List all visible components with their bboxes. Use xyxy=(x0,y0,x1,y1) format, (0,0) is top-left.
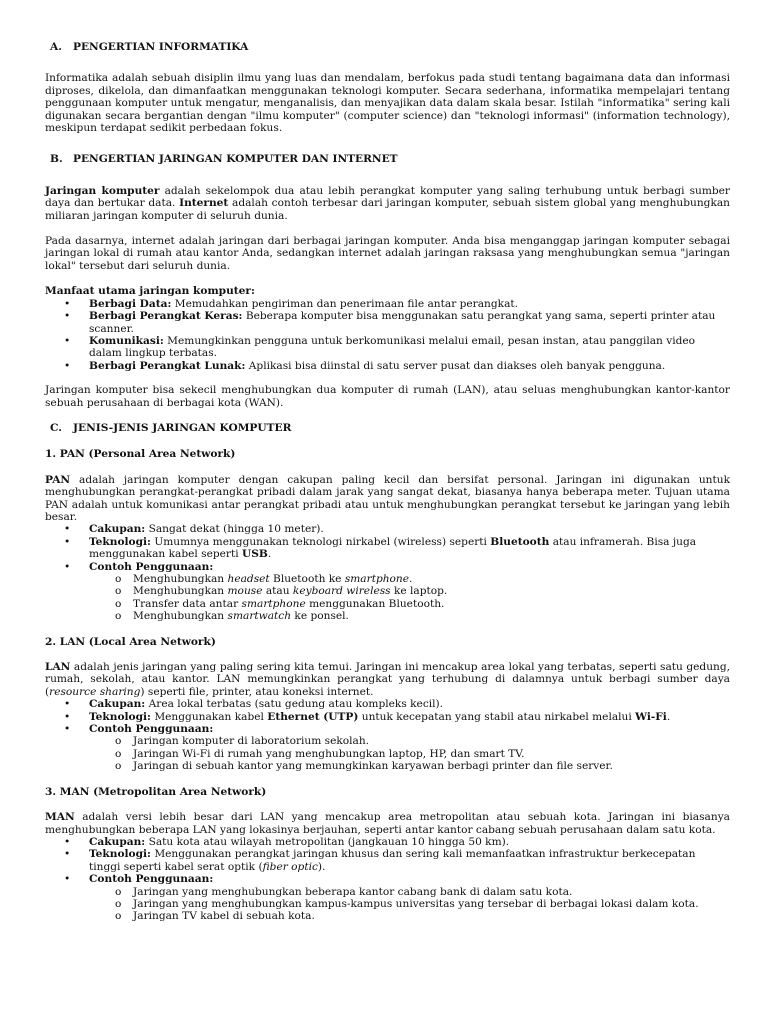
scope-label: Cakupan: xyxy=(89,698,146,711)
benefits-list xyxy=(45,298,730,372)
man-term: MAN xyxy=(45,811,75,824)
section-b-paragraph-2: Pada dasarnya, internet adalah jaringan dari berbagai jaringan komputer. Anda bisa menganggap jaringan komputer sebagai jaringan lokal di rumah atau kantor Anda, sedangkan internet adalah jaringan raksasa yang menghubungkan semua "jaringan lokal" tersebut dari seluruh dunia. xyxy=(45,235,730,272)
benefit-label: Komunikasi: xyxy=(89,334,164,347)
section-c-heading xyxy=(45,422,730,434)
lan-title: 2. LAN (Local Area Network) xyxy=(45,635,216,648)
pan-list xyxy=(45,523,730,622)
list-item: o Jaringan di sebuah kantor yang memungkinkan karyawan berbagi printer dan file server. xyxy=(89,760,730,772)
man-examples-list xyxy=(89,886,730,923)
list-item xyxy=(45,561,730,623)
p1-text-1: adalah sekelompok dua atau lebih perangkat komputer yang saling terhubung untuk berbagi sumber daya dan bertukar data. xyxy=(45,184,730,210)
list-item: o Jaringan komputer di laboratorium sekolah. xyxy=(89,735,730,747)
example-italic: headset xyxy=(227,573,270,585)
section-a-heading xyxy=(45,41,730,53)
section-b-closing: Jaringan komputer bisa sekecil menghubungkan dua komputer di rumah (LAN), atau seluas menghubungkan kantor-kantor sebuah perusahaan di berbagai kota (WAN). xyxy=(45,384,730,409)
list-item: o Jaringan Wi-Fi di rumah yang menghubungkan laptop, HP, dan smart TV. xyxy=(89,748,730,760)
list-item xyxy=(45,711,730,723)
scope-text: Satu kota atau wilayah metropolitan (jangkauan 10 hingga 50 km). xyxy=(145,835,510,848)
section-a-paragraph: Informatika adalah sebuah disiplin ilmu yang luas dan mendalam, berfokus pada studi tentang bagaimana data dan informasi diproses, dikelola, dan dimanfaatkan menggunakan teknologi komputer. Secara sederhana, informatika mempelajari tentang penggunaan komputer untuk mengatur, menganalisis, dan menyajikan data dalam skala besar. Istilah "informatika" sering kali digunakan secara bergantian dengan "ilmu komputer" (computer science) dan "teknologi informasi" (information technology), meskipun terdapat sedikit perbedaan fokus. xyxy=(45,72,730,135)
man-description xyxy=(45,811,730,836)
list-item xyxy=(89,585,730,597)
example-text: . xyxy=(409,573,413,585)
examples-label: Contoh Penggunaan: xyxy=(89,873,214,886)
example-text: Menghubungkan xyxy=(133,585,228,598)
example-text: menggunakan Bluetooth. xyxy=(305,597,445,610)
list-item xyxy=(89,610,730,622)
example-text: ke laptop. xyxy=(390,585,448,598)
tech-label: Teknologi: xyxy=(89,535,151,548)
tech-text: untuk kecepatan yang stabil atau nirkabel melalui xyxy=(358,710,636,723)
example-italic: mouse xyxy=(227,585,263,598)
tech-text: ). xyxy=(317,860,326,873)
lan-examples-list xyxy=(89,735,730,772)
example-text: atau xyxy=(262,585,293,598)
example-text: Menghubungkan xyxy=(133,610,228,623)
scope-text: Sangat dekat (hingga 10 meter). xyxy=(145,523,324,536)
examples-label: Contoh Penggunaan: xyxy=(89,723,214,736)
list-item xyxy=(89,573,730,585)
pan-title: 1. PAN (Personal Area Network) xyxy=(45,448,236,461)
lan-description xyxy=(45,661,730,698)
list-item xyxy=(45,848,730,873)
section-a-letter: A. xyxy=(50,41,62,53)
scope-label: Cakupan: xyxy=(89,523,146,536)
man-list xyxy=(45,836,730,923)
benefit-text: Beberapa komputer bisa menggunakan satu perangkat yang sama, seperti printer atau scanner. xyxy=(89,310,716,335)
list-item xyxy=(45,360,730,372)
list-item xyxy=(45,698,730,710)
term-internet: Internet xyxy=(179,197,229,210)
section-c-title: JENIS-JENIS JARINGAN KOMPUTER xyxy=(73,421,292,434)
example-italic: smartphone xyxy=(241,597,306,610)
scope-text: Area lokal terbatas (satu gedung atau kompleks kecil). xyxy=(145,698,444,711)
tech-label: Teknologi: xyxy=(89,848,151,861)
example-text: Bluetooth ke xyxy=(269,573,345,585)
example-italic: keyboard wireless xyxy=(292,585,391,598)
tech-text: Umumnya menggunakan teknologi nirkabel (wireless) seperti xyxy=(150,535,491,548)
tech-text: Menggunakan perangkat jaringan khusus dan sering kali memanfaatkan infrastruktur berkecepatan tinggi seperti kabel serat optik ( xyxy=(89,848,696,873)
lan-desc-text: adalah jenis jaringan yang paling sering kita temui. Jaringan ini mencakup area lokal yang terbatas, seperti satu gedung, rumah, sekolah, atau kantor. LAN memungkinkan perangkat yang terhubung di dalamnya untuk berbagi sumber daya ( xyxy=(45,661,730,698)
section-c-letter: C. xyxy=(50,421,62,434)
lan-desc-text: ) seperti file, printer, atau koneksi internet. xyxy=(140,685,374,698)
list-item: o Jaringan TV kabel di sebuah kota. xyxy=(89,910,730,922)
p1-text-2: adalah contoh terbesar dari jaringan komputer, sebuah sistem global yang menghubungkan miliaran jaringan komputer di seluruh dunia. xyxy=(45,197,731,222)
example-text: Transfer data antar xyxy=(133,597,242,610)
benefit-label: Berbagi Data: xyxy=(89,297,172,310)
pan-examples-list xyxy=(89,573,730,623)
pan-desc-text: adalah jaringan komputer dengan cakupan paling kecil dan bersifat personal. Jaringan ini digunakan untuk menghubungkan perangkat-perangkat pribadi dalam jarak yang sangat dekat, biasanya hanya beberapa meter. Tujuan utama PAN adalah untuk komunikasi antar perangkat pribadi atau untuk menghubungkan perangkat tersebut ke jaringan yang lebih besar. xyxy=(45,473,730,523)
benefit-text: Aplikasi bisa diinstal di satu server pusat dan diakses oleh banyak pengguna. xyxy=(245,359,666,372)
term-jaringan-komputer: Jaringan komputer xyxy=(45,184,160,197)
man-title: 3. MAN (Metropolitan Area Network) xyxy=(45,785,267,798)
scope-label: Cakupan: xyxy=(89,835,146,848)
list-item xyxy=(45,298,730,310)
lan-desc-italic: resource sharing xyxy=(49,685,141,698)
tech-italic: fiber optic xyxy=(262,860,318,873)
pan-term: PAN xyxy=(45,473,71,486)
examples-label: Contoh Penggunaan: xyxy=(89,560,214,573)
list-item xyxy=(45,523,730,535)
example-italic: smartphone xyxy=(344,573,410,585)
list-item xyxy=(45,836,730,848)
benefit-text: Memudahkan pengiriman dan penerimaan file antar perangkat. xyxy=(171,297,519,310)
section-b-paragraph-1 xyxy=(45,185,730,222)
list-item: o Jaringan yang menghubungkan beberapa kantor cabang bank di dalam satu kota. xyxy=(89,886,730,898)
benefit-label: Berbagi Perangkat Keras: xyxy=(89,310,243,323)
man-desc-text: adalah versi lebih besar dari LAN yang mencakup area metropolitan atau sebuah kota. Jaringan ini biasanya menghubungkan beberapa LAN yang lokasinya berjauhan, seperti antar kantor cabang sebuah perusahaan dalam satu kota. xyxy=(45,811,730,836)
section-a-title: PENGERTIAN INFORMATIKA xyxy=(73,41,249,53)
section-b-title: PENGERTIAN JARINGAN KOMPUTER DAN INTERNET xyxy=(73,153,398,166)
example-text: ke ponsel. xyxy=(291,610,349,623)
lan-list xyxy=(45,698,730,772)
list-item: o Jaringan yang menghubungkan kampus-kampus universitas yang tersebar di berbagai lokasi dalam kota. xyxy=(89,898,730,910)
tech-text: Menggunakan kabel xyxy=(150,710,268,723)
list-item xyxy=(45,310,730,335)
benefits-title: Manfaat utama jaringan komputer: xyxy=(45,285,255,298)
list-item xyxy=(45,536,730,561)
list-item xyxy=(89,598,730,610)
benefit-label: Berbagi Perangkat Lunak: xyxy=(89,359,246,372)
tech-text: atau inframerah. Bisa juga menggunakan kabel seperti xyxy=(89,535,697,561)
list-item xyxy=(45,873,730,923)
benefit-text: Memungkinkan pengguna untuk berkomunikasi melalui email, pesan instan, atau panggilan video dalam lingkup terbatas. xyxy=(89,334,696,360)
list-item xyxy=(45,723,730,773)
tech-term: Bluetooth xyxy=(490,535,550,548)
section-b-letter: B. xyxy=(50,153,63,166)
example-italic: smartwatch xyxy=(227,610,292,623)
lan-term: LAN xyxy=(45,661,71,674)
list-item xyxy=(45,335,730,360)
tech-term: Wi-Fi xyxy=(635,710,667,723)
example-text: Menghubungkan xyxy=(133,573,228,585)
section-b-heading xyxy=(45,153,730,165)
tech-text: . xyxy=(666,710,671,723)
tech-text: . xyxy=(267,548,272,561)
tech-label: Teknologi: xyxy=(89,710,151,723)
pan-description xyxy=(45,474,730,524)
tech-term: Ethernet (UTP) xyxy=(267,710,359,723)
tech-term: USB xyxy=(241,548,268,561)
